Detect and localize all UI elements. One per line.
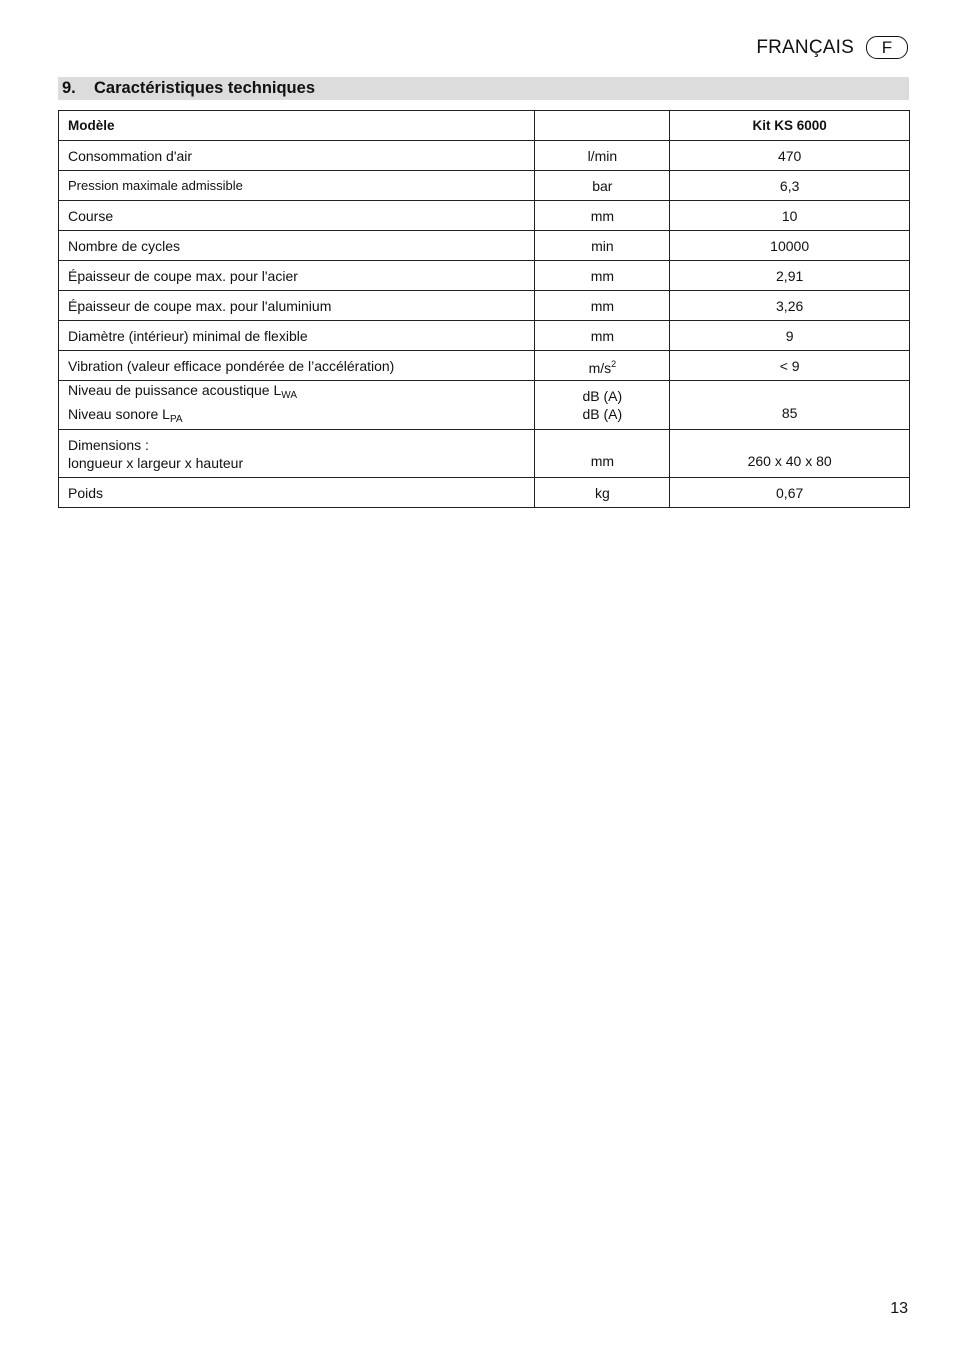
header-model: Kit KS 6000 [670, 111, 910, 141]
row-label: Nombre de cycles [59, 231, 535, 261]
row-value: 9 [670, 321, 910, 351]
row-label: Consommation d'air [59, 141, 535, 171]
table-row-noise [59, 381, 910, 430]
row-unit: mm [535, 321, 670, 351]
language-indicator [756, 36, 908, 59]
noise-value: 85 [670, 381, 910, 430]
row-unit: mm [535, 291, 670, 321]
dimensions-unit: mm [535, 430, 670, 478]
table-row [59, 171, 910, 201]
sound-power-text: Niveau de puissance acoustique L [68, 382, 282, 398]
row-unit: kg [535, 478, 670, 508]
row-value: 10 [670, 201, 910, 231]
row-label: Pression maximale admissible [59, 171, 535, 201]
table-row [59, 321, 910, 351]
row-value: < 9 [670, 351, 910, 381]
row-label: Épaisseur de coupe max. pour l'acier [59, 261, 535, 291]
row-label: Diamètre (intérieur) minimal de flexible [59, 321, 535, 351]
table-header-row [59, 111, 910, 141]
row-unit: mm [535, 201, 670, 231]
table-row-dimensions [59, 430, 910, 478]
header-unit [535, 111, 670, 141]
sound-pressure-subscript: PA [169, 414, 183, 425]
sound-pressure-label [68, 405, 525, 429]
table-row [59, 141, 910, 171]
noise-units [535, 381, 670, 430]
section-heading [58, 77, 909, 100]
table-row [59, 291, 910, 321]
page-number: 13 [890, 1300, 908, 1317]
sound-power-subscript: WA [281, 390, 298, 401]
header-label: Modèle [59, 111, 535, 141]
row-label: Vibration (valeur efficace pondérée de l’accélération) [59, 351, 535, 381]
sound-power-label [68, 381, 525, 405]
unit-superscript: 2 [611, 358, 617, 369]
row-unit [535, 351, 670, 381]
section-number: 9. [62, 79, 76, 97]
sound-pressure-text: Niveau sonore L [68, 406, 170, 422]
row-unit: l/min [535, 141, 670, 171]
language-label: FRANÇAIS [756, 36, 854, 58]
language-code-badge: F [866, 36, 908, 59]
row-label: Épaisseur de coupe max. pour l'aluminium [59, 291, 535, 321]
dimensions-labels [59, 430, 535, 478]
row-value: 470 [670, 141, 910, 171]
table-row [59, 478, 910, 508]
table-row [59, 201, 910, 231]
dimensions-label: Dimensions : [68, 436, 149, 453]
row-value: 6,3 [670, 171, 910, 201]
table-row [59, 351, 910, 381]
row-unit: bar [535, 171, 670, 201]
dimensions-value: 260 x 40 x 80 [670, 430, 910, 478]
row-value: 0,67 [670, 478, 910, 508]
row-value: 10000 [670, 231, 910, 261]
specifications-table [58, 110, 910, 508]
noise-labels [59, 381, 535, 430]
section-title: Caractéristiques techniques [94, 79, 315, 97]
row-unit: min [535, 231, 670, 261]
table-row [59, 261, 910, 291]
row-unit: mm [535, 261, 670, 291]
row-label: Poids [59, 478, 535, 508]
table-row [59, 231, 910, 261]
dimensions-sublabel: longueur x largeur x hauteur [68, 454, 244, 471]
sound-pressure-unit: dB (A) [582, 406, 623, 422]
unit-base: m/s [588, 359, 612, 376]
sound-power-unit: dB (A) [582, 388, 623, 404]
row-value: 2,91 [670, 261, 910, 291]
row-label: Course [59, 201, 535, 231]
row-value: 3,26 [670, 291, 910, 321]
